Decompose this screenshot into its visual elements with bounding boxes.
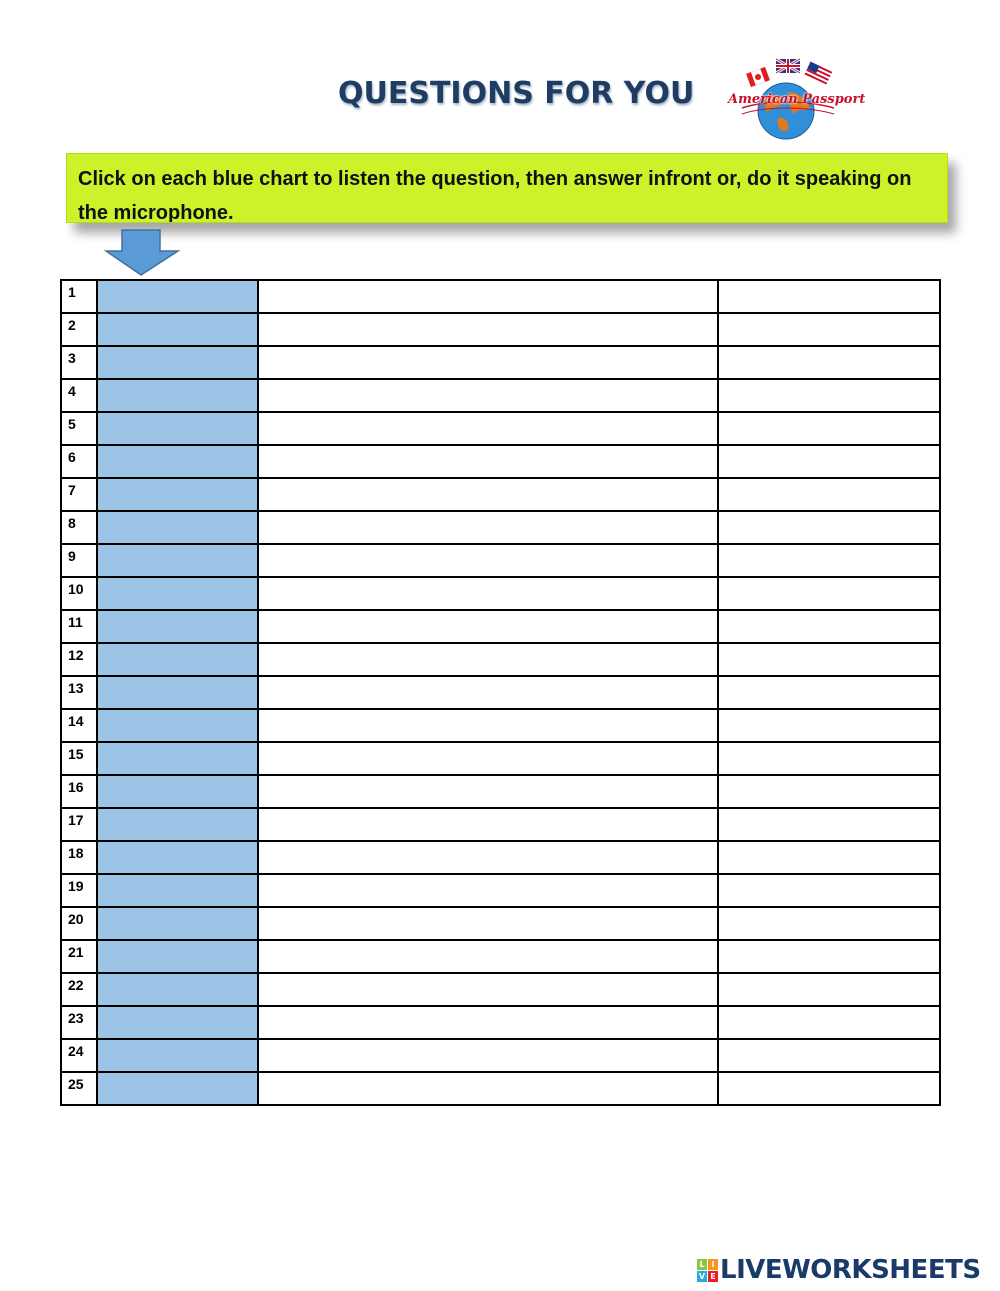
table-row (61, 379, 940, 412)
answer-field[interactable] (258, 280, 718, 313)
question-audio-button[interactable] (97, 379, 258, 412)
canada-flag-icon (746, 67, 770, 87)
table-row (61, 412, 940, 445)
microphone-answer-cell[interactable] (718, 610, 940, 643)
row-number: 24 (61, 1039, 97, 1072)
microphone-answer-cell[interactable] (718, 676, 940, 709)
answer-field[interactable] (258, 1072, 718, 1105)
row-number: 15 (61, 742, 97, 775)
row-number: 19 (61, 874, 97, 907)
microphone-answer-cell[interactable] (718, 313, 940, 346)
row-number: 7 (61, 478, 97, 511)
question-audio-button[interactable] (97, 643, 258, 676)
answer-field[interactable] (258, 907, 718, 940)
row-number: 13 (61, 676, 97, 709)
answer-field[interactable] (258, 643, 718, 676)
answer-field[interactable] (258, 940, 718, 973)
table-row (61, 577, 940, 610)
question-audio-button[interactable] (97, 544, 258, 577)
table-row (61, 1039, 940, 1072)
question-audio-button[interactable] (97, 841, 258, 874)
answer-field[interactable] (258, 412, 718, 445)
question-audio-button[interactable] (97, 577, 258, 610)
row-number: 2 (61, 313, 97, 346)
microphone-answer-cell[interactable] (718, 940, 940, 973)
answer-field[interactable] (258, 1006, 718, 1039)
table-row (61, 940, 940, 973)
row-number: 4 (61, 379, 97, 412)
answer-field[interactable] (258, 775, 718, 808)
table-row (61, 610, 940, 643)
answer-field[interactable] (258, 511, 718, 544)
table-row (61, 643, 940, 676)
table-row (61, 874, 940, 907)
microphone-answer-cell[interactable] (718, 841, 940, 874)
question-audio-button[interactable] (97, 610, 258, 643)
row-number: 10 (61, 577, 97, 610)
microphone-answer-cell[interactable] (718, 1006, 940, 1039)
answer-field[interactable] (258, 676, 718, 709)
row-number: 11 (61, 610, 97, 643)
microphone-answer-cell[interactable] (718, 346, 940, 379)
row-number: 17 (61, 808, 97, 841)
microphone-answer-cell[interactable] (718, 1039, 940, 1072)
logo-letter: V (698, 1271, 706, 1281)
answer-field[interactable] (258, 478, 718, 511)
microphone-answer-cell[interactable] (718, 874, 940, 907)
row-number: 21 (61, 940, 97, 973)
table-row (61, 676, 940, 709)
row-number: 14 (61, 709, 97, 742)
table-row (61, 280, 940, 313)
microphone-answer-cell[interactable] (718, 1072, 940, 1105)
row-number: 16 (61, 775, 97, 808)
answer-field[interactable] (258, 874, 718, 907)
microphone-answer-cell[interactable] (718, 643, 940, 676)
question-audio-button[interactable] (97, 313, 258, 346)
liveworksheets-logo-icon (697, 1259, 718, 1282)
answer-field[interactable] (258, 313, 718, 346)
table-row (61, 544, 940, 577)
answer-field[interactable] (258, 379, 718, 412)
microphone-answer-cell[interactable] (718, 544, 940, 577)
question-audio-button[interactable] (97, 973, 258, 1006)
uk-flag-icon (776, 59, 800, 73)
answer-field[interactable] (258, 841, 718, 874)
row-number: 18 (61, 841, 97, 874)
microphone-answer-cell[interactable] (718, 280, 940, 313)
row-number: 9 (61, 544, 97, 577)
american-passport-logo (722, 56, 866, 142)
microphone-answer-cell[interactable] (718, 412, 940, 445)
microphone-answer-cell[interactable] (718, 808, 940, 841)
table-row (61, 709, 940, 742)
logo-letter: L (697, 1259, 707, 1270)
row-number: 6 (61, 445, 97, 478)
logo-text: American Passport (728, 92, 866, 107)
table-row (61, 907, 940, 940)
row-number: 25 (61, 1072, 97, 1105)
answer-field[interactable] (258, 709, 718, 742)
answer-field[interactable] (258, 808, 718, 841)
question-audio-button[interactable] (97, 808, 258, 841)
table-row (61, 511, 940, 544)
question-audio-button[interactable] (97, 1039, 258, 1072)
answer-field[interactable] (258, 610, 718, 643)
table-row (61, 1006, 940, 1039)
question-audio-button[interactable] (97, 1006, 258, 1039)
row-number: 8 (61, 511, 97, 544)
question-audio-button[interactable] (97, 412, 258, 445)
answer-field[interactable] (258, 544, 718, 577)
row-number: 22 (61, 973, 97, 1006)
question-audio-button[interactable] (97, 907, 258, 940)
microphone-answer-cell[interactable] (718, 973, 940, 1006)
question-audio-button[interactable] (97, 940, 258, 973)
logo-letter: E (708, 1271, 718, 1282)
questions-table-body (61, 280, 940, 1105)
microphone-answer-cell[interactable] (718, 709, 940, 742)
down-arrow-icon (104, 229, 180, 277)
table-row (61, 775, 940, 808)
answer-field[interactable] (258, 346, 718, 379)
row-number: 23 (61, 1006, 97, 1039)
microphone-answer-cell[interactable] (718, 775, 940, 808)
liveworksheets-brand-text: LIVEWORKSHEETS (720, 1255, 981, 1285)
microphone-answer-cell[interactable] (718, 742, 940, 775)
question-audio-button[interactable] (97, 1072, 258, 1105)
question-audio-button[interactable] (97, 874, 258, 907)
table-row (61, 742, 940, 775)
table-row (61, 973, 940, 1006)
table-row (61, 346, 940, 379)
row-number: 1 (61, 280, 97, 313)
logo-letter: I (708, 1259, 718, 1270)
instruction-banner (66, 153, 948, 223)
microphone-answer-cell[interactable] (718, 511, 940, 544)
answer-field[interactable] (258, 742, 718, 775)
row-number: 5 (61, 412, 97, 445)
questions-table (60, 279, 941, 1106)
row-number: 12 (61, 643, 97, 676)
microphone-answer-cell[interactable] (718, 577, 940, 610)
question-audio-button[interactable] (97, 742, 258, 775)
answer-field[interactable] (258, 445, 718, 478)
answer-field[interactable] (258, 973, 718, 1006)
question-audio-button[interactable] (97, 511, 258, 544)
table-row (61, 1072, 940, 1105)
microphone-answer-cell[interactable] (718, 379, 940, 412)
question-audio-button[interactable] (97, 445, 258, 478)
question-audio-button[interactable] (97, 676, 258, 709)
table-row (61, 478, 940, 511)
answer-field[interactable] (258, 1039, 718, 1072)
question-audio-button[interactable] (97, 775, 258, 808)
table-row (61, 841, 940, 874)
row-number: 20 (61, 907, 97, 940)
microphone-answer-cell[interactable] (718, 445, 940, 478)
row-number: 3 (61, 346, 97, 379)
microphone-answer-cell[interactable] (718, 907, 940, 940)
question-audio-button[interactable] (97, 346, 258, 379)
question-audio-button[interactable] (97, 709, 258, 742)
footer-brand (697, 1255, 981, 1285)
usa-flag-icon (804, 62, 832, 86)
page-title: QUESTIONS FOR YOU (338, 76, 695, 111)
table-row (61, 313, 940, 346)
answer-field[interactable] (258, 577, 718, 610)
instruction-text: Click on each blue chart to listen the question, then answer infront or, do it speaking on the microphone. (78, 168, 912, 223)
question-audio-button[interactable] (97, 280, 258, 313)
table-row (61, 808, 940, 841)
microphone-answer-cell[interactable] (718, 478, 940, 511)
question-audio-button[interactable] (97, 478, 258, 511)
table-row (61, 445, 940, 478)
